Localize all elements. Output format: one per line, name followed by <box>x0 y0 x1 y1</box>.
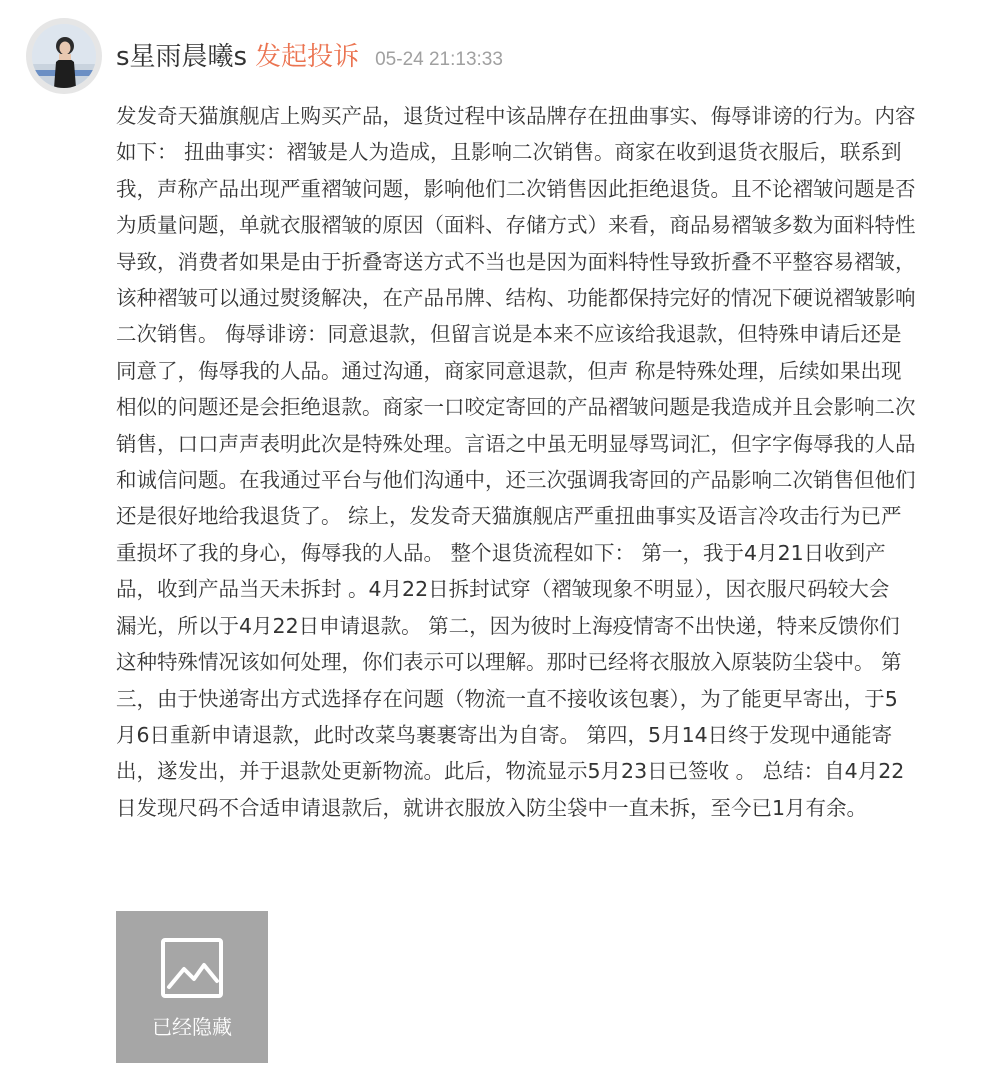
post-header <box>116 36 503 80</box>
post-timestamp: 05-24 21:13:33 <box>375 49 503 70</box>
complaint-action-label: 发起投诉 <box>255 42 360 72</box>
avatar[interactable] <box>26 18 102 94</box>
image-placeholder-icon <box>160 937 224 1003</box>
hidden-image-thumbnail[interactable] <box>116 911 268 1063</box>
post-content: 发发奇天猫旗舰店上购买产品，退货过程中该品牌存在扭曲事实、侮辱诽谤的行为。内容 如下： 扭曲事实：褶皱是人为造成，且影响二次销售。商家在收到退货衣服后，联系到 我，声称产品出现严重褶皱问题，影响他们二次销售因此拒绝退货。且不论褶皱问题是否 为质量问题，单就衣服褶皱的原因（面料、存储方式）来看，商品易褶皱多数为面料特性 导致，消费者如果是由于折叠寄送方式不当也是因为面料特性导致折叠不平整容易褶皱， 该种褶皱可以通过熨烫解决，在产品吊牌、结构、功能都保持完好的情况下硬说褶皱影响 二次销售。 侮辱诽谤：同意退款，但留言说是本来不应该给我退款，但特殊申请后还是 同意了，侮辱我的人品。通过沟通，商家同意退款，但声 称是特殊处理，后续如果出现 相似的问题还是会拒绝退款。商家一口咬定寄回的产品褶皱问题是我造成并且会影响二次 销售，口口声声表明此次是特殊处理。言语之中虽无明显辱骂词汇，但字字侮辱我的人品 和诚信问题。在我通过平台与他们沟通中，还三次强调我寄回的产品影响二次销售但他们 还是很好地给我退货了。 综上，发发奇天猫旗舰店严重扭曲事实及语言冷攻击行为已严 重损坏了我的身心，侮辱我的人品。 整个退货流程如下： 第一，我于4月21日收到产 品，收到产品当天未拆封 。4月22日拆封试穿（褶皱现象不明显），因衣服尺码较大会 漏光，所以于4月22日申请退款。 第二，因为彼时上海疫情寄不出快递，特来反馈你们 这种特殊情况该如何处理，你们表示可以理解。那时已经将衣服放入原装防尘袋中。 第 三，由于快递寄出方式选择存在问题（物流一直不接收该包裹），为了能更早寄出，于5 月6日重新申请退款，此时改菜鸟裹裹寄出为自寄。 第四，5月14日终于发现中通能寄 出，遂发出，并于退款处更新物流。此后，物流显示5月23日已签收 。 总结：自4月22 日发现尺码不合适申请退款后，就讲衣服放入防尘袋中一直未拆，至今已1月有余。 <box>116 104 916 820</box>
avatar-photo <box>32 24 96 88</box>
username-link[interactable]: s星雨晨曦s <box>116 42 248 72</box>
hidden-image-label: 已经隐藏 <box>152 1015 232 1039</box>
